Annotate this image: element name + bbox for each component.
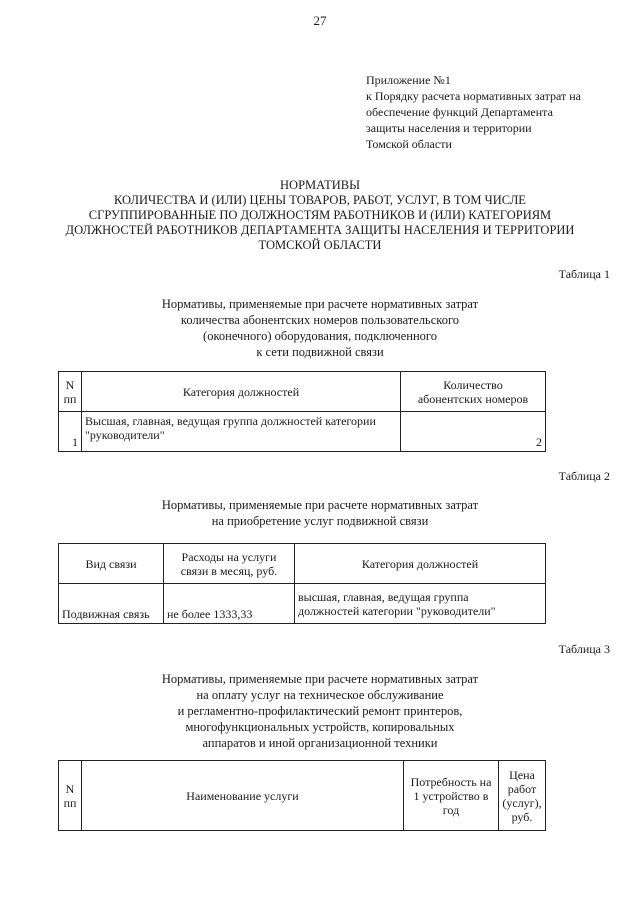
header-service: Наименование услуги bbox=[82, 761, 404, 831]
table1-label: Таблица 1 bbox=[558, 267, 610, 281]
cell-cost: не более 1333,33 bbox=[164, 584, 295, 624]
table2-caption bbox=[90, 497, 550, 529]
caption-line: Нормативы, применяемые при расчете нормативных затрат bbox=[161, 498, 479, 512]
title-line: НОРМАТИВЫ bbox=[280, 178, 360, 192]
table3-caption bbox=[90, 671, 550, 751]
header-category: Категория должностей bbox=[295, 544, 546, 584]
appendix-line: обеспечение функций Департамента bbox=[366, 105, 553, 119]
cell-category: высшая, главная, ведущая группа должностей категории "руководители" bbox=[295, 584, 546, 624]
caption-line: (оконечного) оборудования, подключенного bbox=[203, 329, 437, 343]
table1 bbox=[58, 371, 546, 452]
table1-caption bbox=[90, 296, 550, 360]
title-line: СГРУППИРОВАННЫЕ ПО ДОЛЖНОСТЯМ РАБОТНИКОВ И (ИЛИ) КАТЕГОРИЯМ bbox=[88, 208, 552, 222]
caption-line: на приобретение услуг подвижной связи bbox=[211, 514, 429, 528]
table-row bbox=[59, 412, 546, 452]
header-num: N пп bbox=[59, 761, 82, 831]
header-quantity: Количество абонентских номеров bbox=[401, 372, 546, 412]
table2-label: Таблица 2 bbox=[558, 469, 610, 483]
table2 bbox=[58, 543, 546, 624]
caption-line: к сети подвижной связи bbox=[256, 345, 384, 359]
table-row bbox=[59, 584, 546, 624]
appendix-note bbox=[366, 72, 581, 152]
table3 bbox=[58, 760, 546, 831]
title-line: ДОЛЖНОСТЕЙ РАБОТНИКОВ ДЕПАРТАМЕНТА ЗАЩИТЫ НАСЕЛЕНИЯ И ТЕРРИТОРИИ bbox=[65, 223, 575, 237]
cell-type: Подвижная связь bbox=[59, 584, 164, 624]
document-title bbox=[40, 178, 600, 253]
table-header-row bbox=[59, 544, 546, 584]
appendix-line: к Порядку расчета нормативных затрат на bbox=[366, 89, 582, 103]
caption-line: Нормативы, применяемые при расчете нормативных затрат bbox=[161, 297, 479, 311]
caption-line: и регламентно-профилактический ремонт принтеров, bbox=[177, 704, 463, 718]
header-price: Цена работ (услуг), руб. bbox=[499, 761, 546, 831]
appendix-line: Томской области bbox=[366, 137, 452, 151]
header-num: N пп bbox=[59, 372, 82, 412]
table-header-row bbox=[59, 372, 546, 412]
page-number: 27 bbox=[313, 13, 327, 28]
header-category: Категория должностей bbox=[82, 372, 401, 412]
caption-line: на оплату услуг на техническое обслуживание bbox=[196, 688, 444, 702]
appendix-line: Приложение №1 bbox=[366, 73, 451, 87]
header-cost: Расходы на услуги связи в месяц, руб. bbox=[164, 544, 295, 584]
caption-line: количества абонентских номеров пользовательского bbox=[180, 313, 460, 327]
table-header-row bbox=[59, 761, 546, 831]
cell-quantity: 2 bbox=[401, 412, 546, 452]
title-line: КОЛИЧЕСТВА И (ИЛИ) ЦЕНЫ ТОВАРОВ, РАБОТ, УСЛУГ, В ТОМ ЧИСЛЕ bbox=[114, 193, 526, 207]
table3-label: Таблица 3 bbox=[558, 642, 610, 656]
appendix-line: защиты населения и территории bbox=[366, 121, 532, 135]
caption-line: аппаратов и иной организационной техники bbox=[202, 736, 438, 750]
header-type: Вид связи bbox=[59, 544, 164, 584]
caption-line: многофункциональных устройств, копировальных bbox=[185, 720, 455, 734]
title-line: ТОМСКОЙ ОБЛАСТИ bbox=[258, 238, 382, 252]
cell-category: Высшая, главная, ведущая группа должностей категории "руководители" bbox=[82, 412, 401, 452]
caption-line: Нормативы, применяемые при расчете нормативных затрат bbox=[161, 672, 479, 686]
cell-num: 1 bbox=[59, 412, 82, 452]
header-need: Потребность на 1 устройство в год bbox=[404, 761, 499, 831]
